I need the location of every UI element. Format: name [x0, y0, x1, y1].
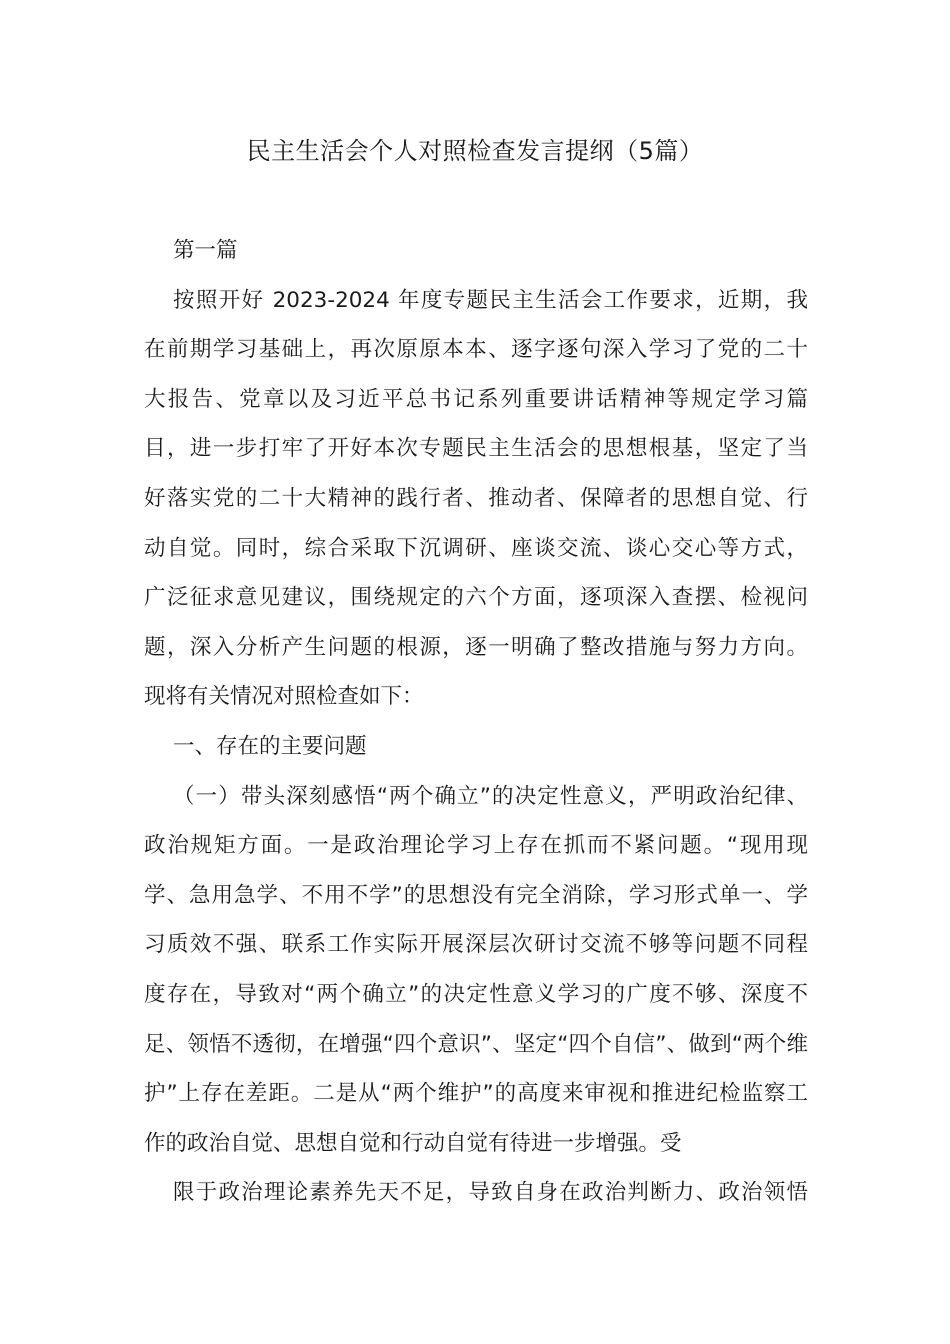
paragraph-line: 题，深入分析产生问题的根源，逐一明确了整改措施与努力方向。	[144, 634, 808, 660]
paragraph-line: 按照开好 2023-2024 年度专题民主生活会工作要求，近期，我	[173, 287, 808, 313]
paragraph-line: 习质效不强、联系工作实际开展深层次研讨交流不够等问题不同程	[144, 932, 808, 958]
paragraph-line: 第一篇	[173, 238, 238, 263]
paragraph-line: 护”上存在差距。二是从“两个维护”的高度来审视和推进纪检监察工	[144, 1081, 808, 1107]
paragraph-line: 现将有关情况对照检查如下：	[144, 684, 424, 710]
document-body	[144, 226, 808, 1218]
paragraph-line: 大报告、党章以及习近平总书记系列重要讲话精神等规定学习篇	[144, 386, 808, 412]
paragraph-line: 目，进一步打牢了开好本次专题民主生活会的思想根基，坚定了当	[144, 436, 808, 462]
paragraph-line: 好落实党的二十大精神的践行者、推动者、保障者的思想自觉、行	[144, 485, 808, 511]
paragraph-line: 学、急用急学、不用不学”的思想没有完全消除，学习形式单一、学	[144, 882, 808, 908]
document-title: 民主生活会个人对照检查发言提纲（5篇）	[246, 137, 704, 165]
paragraph-line: 在前期学习基础上，再次原原本本、逐字逐句深入学习了党的二十	[144, 337, 808, 363]
paragraph-line: 政治规矩方面。一是政治理论学习上存在抓而不紧问题。“现用现	[144, 833, 808, 859]
paragraph-line: 限于政治理论素养先天不足，导致自身在政治判断力、政治领悟	[173, 1180, 808, 1206]
paragraph-line: 作的政治自觉、思想自觉和行动自觉有待进一步增强。受	[144, 1130, 682, 1156]
paragraph-line: 一、存在的主要问题	[173, 733, 367, 759]
paragraph-line: （一）带头深刻感悟“两个确立”的决定性意义，严明政治纪律、	[173, 783, 808, 809]
paragraph-line: 动自觉。同时，综合采取下沉调研、座谈交流、谈心交心等方式，	[144, 535, 808, 561]
paragraph-line: 广泛征求意见建议，围绕规定的六个方面，逐项深入查摆、检视问	[144, 585, 808, 611]
paragraph-line: 度存在，导致对“两个确立”的决定性意义学习的广度不够、深度不	[144, 981, 808, 1007]
paragraph-line: 足、领悟不透彻，在增强“四个意识”、坚定“四个自信”、做到“两个维	[144, 1031, 808, 1057]
